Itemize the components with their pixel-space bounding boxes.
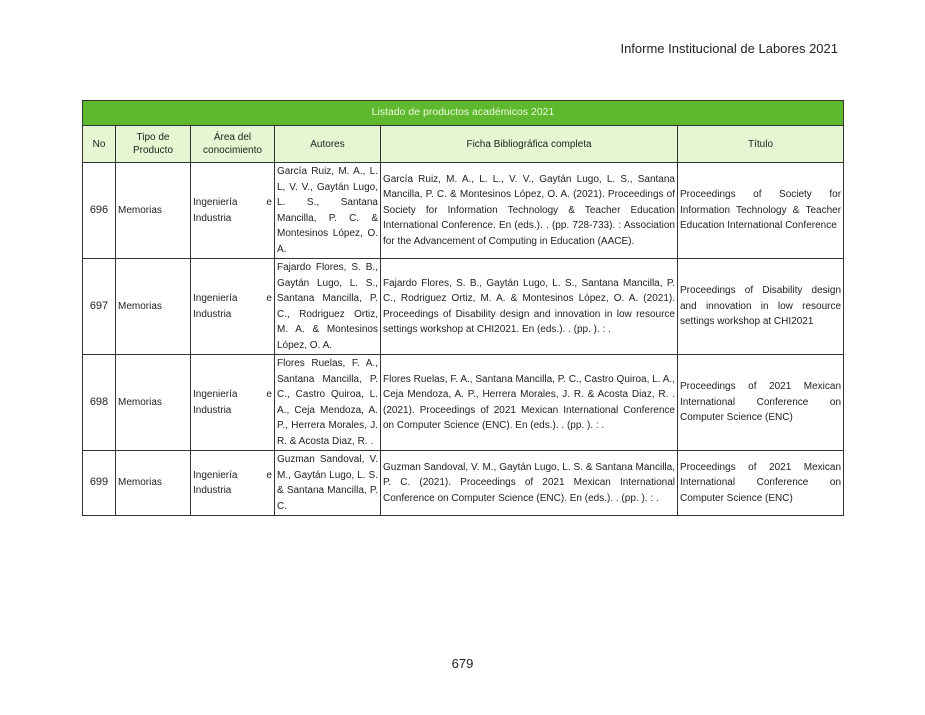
column-header-ficha: Ficha Bibliográfica completa bbox=[381, 126, 678, 163]
title-cell: Proceedings of 2021 Mexican International Conference on Computer Science (ENC) bbox=[678, 451, 844, 516]
column-header-titulo: Título bbox=[678, 126, 844, 163]
table-row bbox=[83, 451, 844, 516]
bibliographic-reference: García Ruiz, M. A., L. L., V. V., Gaytán Lugo, L. S., Santana Mancilla, P. C. & Montesinos López, O. A. (2021). Proceedings of Society for Information Technology & Teacher Education International Conference. En (eds.). . (pp. 728-733). : Association for the Advancement of Computing in Education (AACE). bbox=[381, 163, 678, 259]
knowledge-area: Ingeniería e Industria bbox=[191, 451, 275, 516]
bibliographic-reference: Fajardo Flores, S. B., Gaytán Lugo, L. S., Santana Mancilla, P. C., Rodriguez Ortiz, M. A. & Montesinos López, O. A. (2021). Proceedings of Disability design and innovation in low resource settings workshop at CHI2021. En (eds.). . (pp. ). : . bbox=[381, 259, 678, 355]
knowledge-area: Ingeniería e Industria bbox=[191, 355, 275, 451]
knowledge-area: Ingeniería e Industria bbox=[191, 163, 275, 259]
knowledge-area: Ingeniería e Industria bbox=[191, 259, 275, 355]
table-caption: Listado de productos académicos 2021 bbox=[83, 101, 844, 126]
row-number: 697 bbox=[83, 259, 116, 355]
page-number: 679 bbox=[451, 656, 474, 671]
table-row bbox=[83, 259, 844, 355]
row-number: 698 bbox=[83, 355, 116, 451]
column-header-area: Área del conocimiento bbox=[191, 126, 275, 163]
column-header-autores: Autores bbox=[275, 126, 381, 163]
table-row bbox=[83, 355, 844, 451]
product-type: Memorias bbox=[116, 451, 191, 516]
product-type: Memorias bbox=[116, 355, 191, 451]
bibliographic-reference: Guzman Sandoval, V. M., Gaytán Lugo, L. S. & Santana Mancilla, P. C. (2021). Proceedings of 2021 Mexican International Conference on Computer Science (ENC). En (eds.). . (pp. ). : . bbox=[381, 451, 678, 516]
authors-cell: García Ruiz, M. A., L. L, V. V., Gaytán Lugo, L. S., Santana Mancilla, P. C. & Montesinos López, O. A. bbox=[275, 163, 381, 259]
row-number: 699 bbox=[83, 451, 116, 516]
title-cell: Proceedings of Disability design and innovation in low resource settings workshop at CHI2021 bbox=[678, 259, 844, 355]
row-number: 696 bbox=[83, 163, 116, 259]
title-cell: Proceedings of 2021 Mexican International Conference on Computer Science (ENC) bbox=[678, 355, 844, 451]
authors-cell: Flores Ruelas, F. A., Santana Mancilla, P. C., Castro Quiroa, L. A., Ceja Mendoza, A. P., Herrera Morales, J. R. & Acosta Diaz, R. . bbox=[275, 355, 381, 451]
bibliographic-reference: Flores Ruelas, F. A., Santana Mancilla, P. C., Castro Quiroa, L. A., Ceja Mendoza, A. P., Herrera Morales, J. R. & Acosta Diaz, R. . (2021). Proceedings of 2021 Mexican International Conference on Computer Science (ENC). En (eds.). . (pp. ). : . bbox=[381, 355, 678, 451]
title-cell: Proceedings of Society for Information Technology & Teacher Education International Conference bbox=[678, 163, 844, 259]
column-header-tipo: Tipo de Producto bbox=[116, 126, 191, 163]
product-type: Memorias bbox=[116, 259, 191, 355]
table-row bbox=[83, 163, 844, 259]
column-header-no: No bbox=[83, 126, 116, 163]
report-header-title: Informe Institucional de Labores 2021 bbox=[620, 41, 838, 56]
product-type: Memorias bbox=[116, 163, 191, 259]
products-table bbox=[82, 100, 844, 516]
authors-cell: Fajardo Flores, S. B., Gaytán Lugo, L. S., Santana Mancilla, P. C., Rodriguez Ortiz, M. A. & Montesinos López, O. A. bbox=[275, 259, 381, 355]
authors-cell: Guzman Sandoval, V. M., Gaytán Lugo, L. S. & Santana Mancilla, P. C. bbox=[275, 451, 381, 516]
